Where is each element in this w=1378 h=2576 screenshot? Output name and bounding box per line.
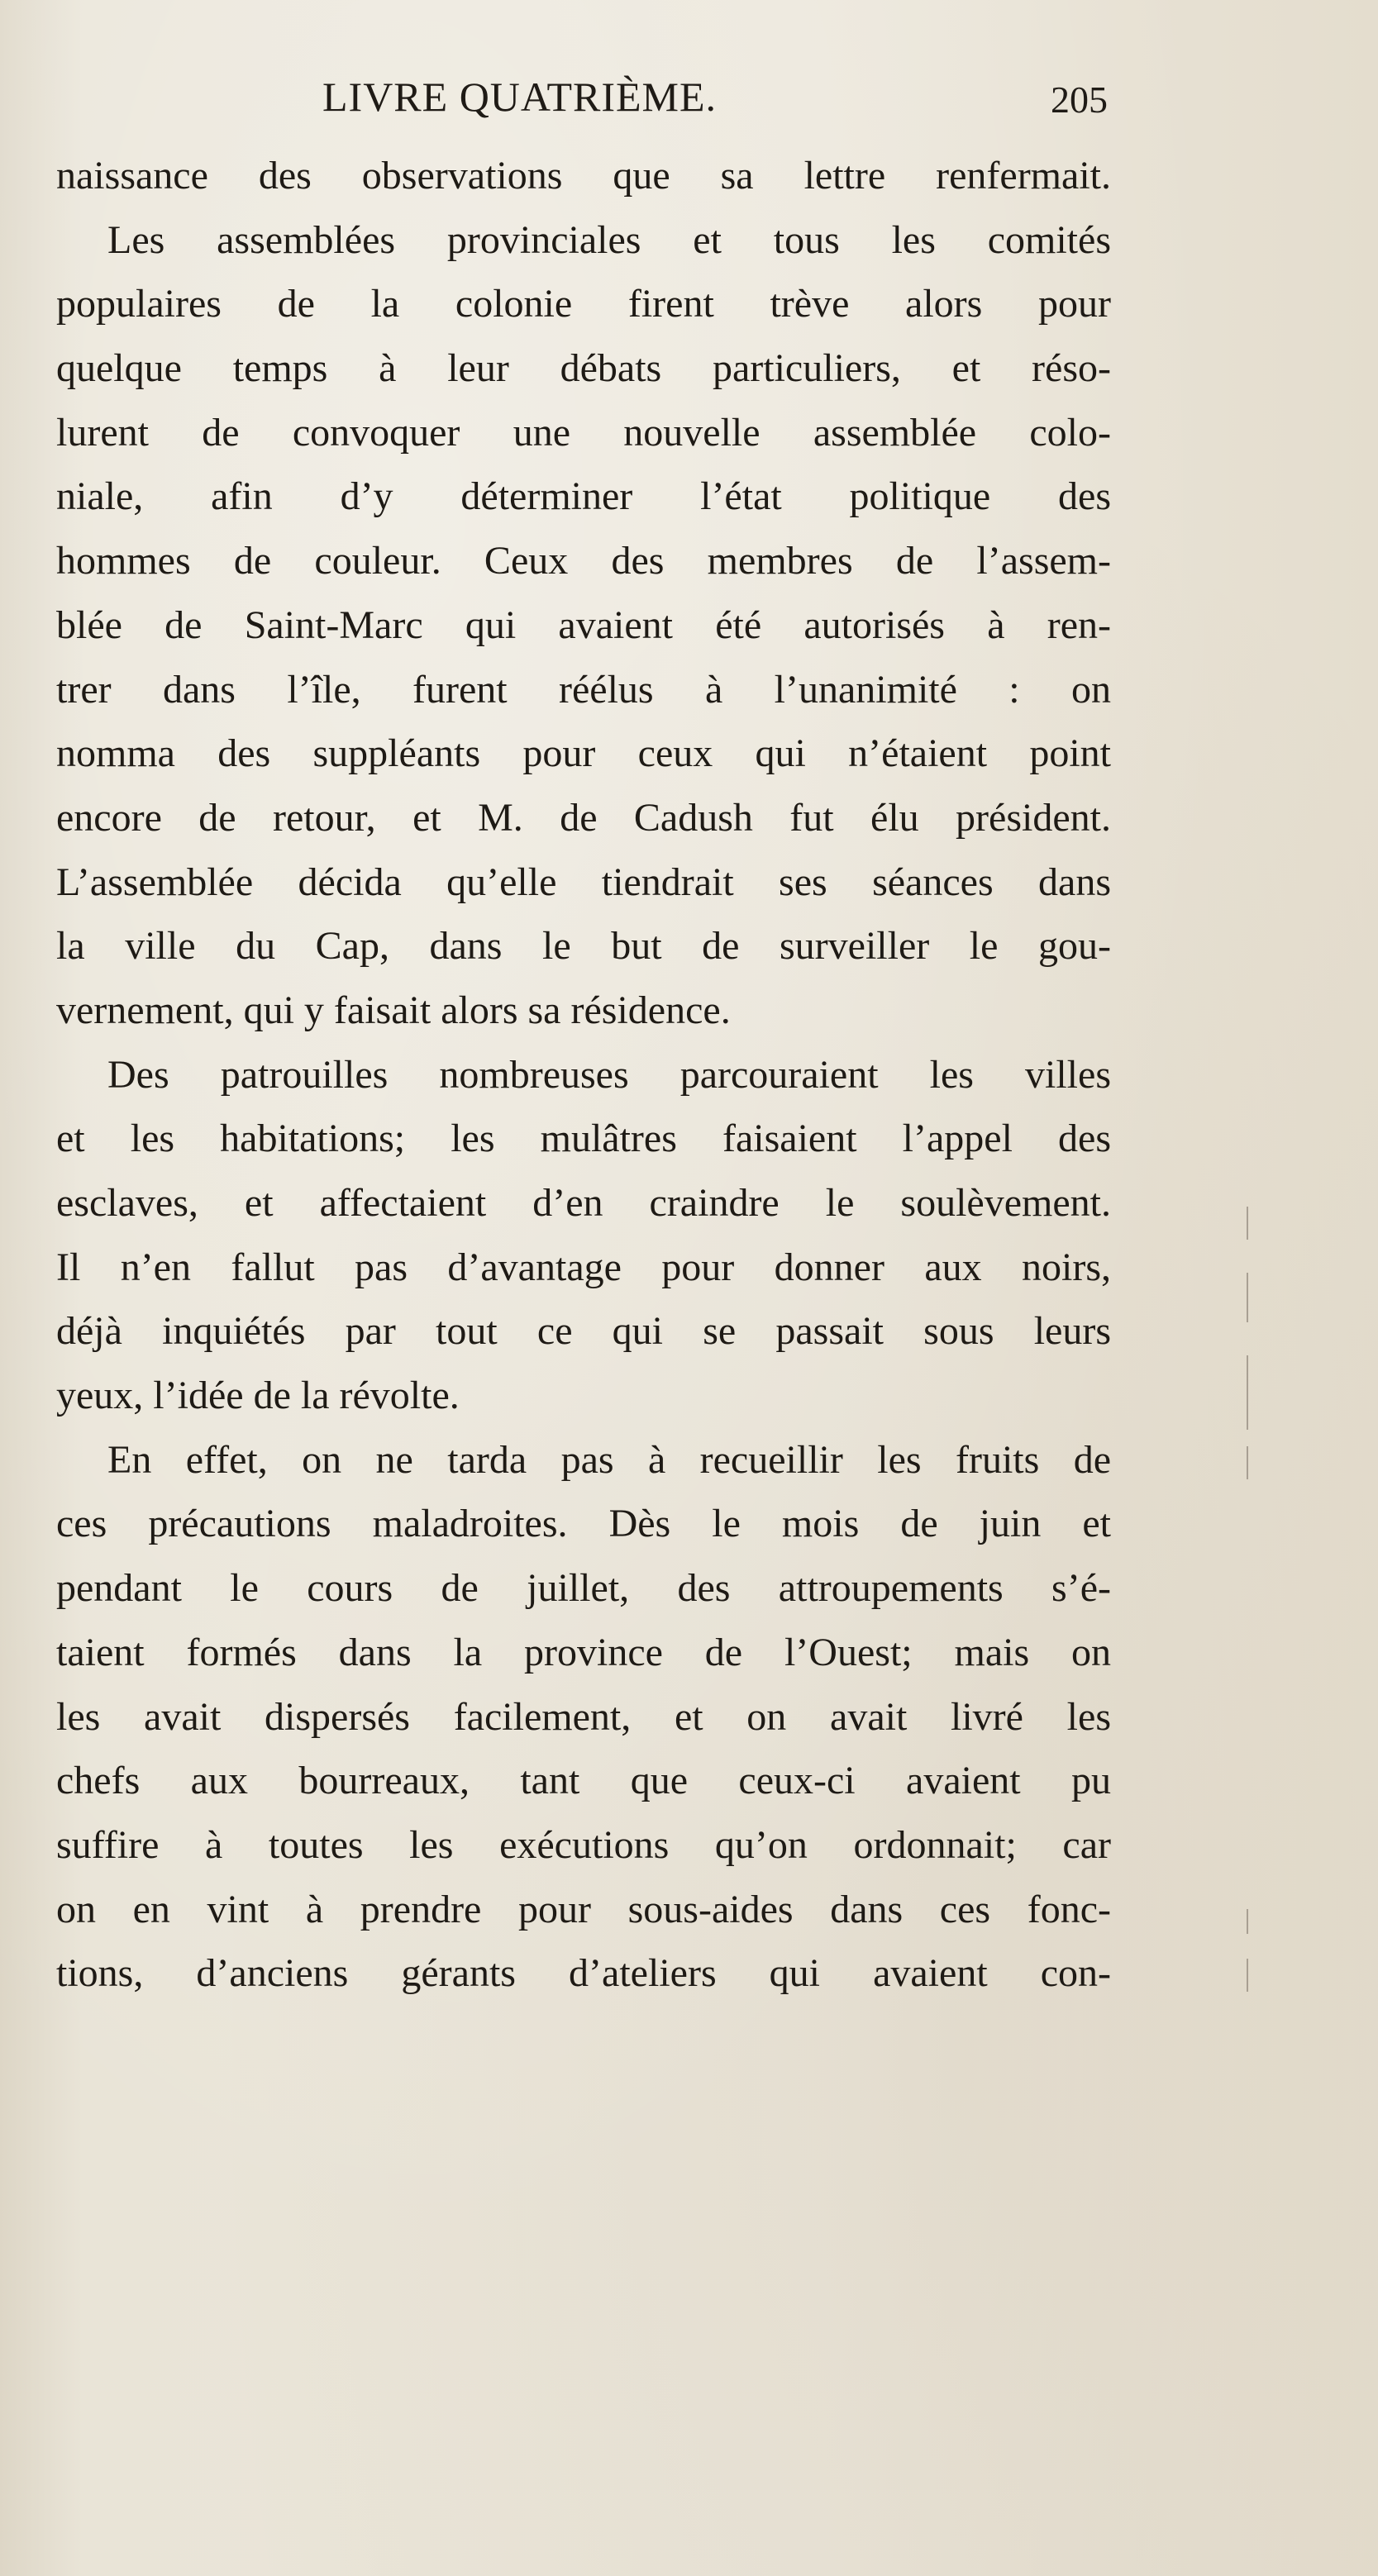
text-line: vernement, qui y faisait alors sa résidence. — [56, 988, 731, 1032]
text-line: yeux, l’idée de la révolte. — [56, 1374, 460, 1418]
margin-mark — [1247, 1207, 1248, 1240]
text-line: suffire à toutes les exécutions qu’on ordonnait; car — [56, 1822, 1111, 1867]
text-line: taient formés dans la province de l’Ouest; mais on — [56, 1630, 1111, 1674]
margin-mark — [1247, 1959, 1248, 1992]
text-line: naissance des observations que sa lettre renfermait. — [56, 154, 1111, 198]
text-line: L’assemblée décida qu’elle tiendrait ses séances dans — [56, 859, 1111, 904]
text-line: on en vint à prendre pour sous-aides dans ces fonc- — [56, 1887, 1111, 1931]
text-line: Il n’en fallut pas d’avantage pour donner aux noirs, — [56, 1245, 1111, 1289]
text-line: esclaves, et affectaient d’en craindre le soulèvement. — [56, 1181, 1111, 1225]
margin-marks — [1240, 1198, 1265, 2025]
text-line: déjà inquiétés par tout ce qui se passait sous leurs — [56, 1309, 1111, 1354]
page-header — [58, 64, 1108, 131]
text-line: trer dans l’île, furent réélus à l’unanimité : on — [56, 667, 1111, 712]
text-line: lurent de convoquer une nouvelle assemblée colo- — [56, 410, 1111, 455]
text-line: nomma des suppléants pour ceux qui n’étaient point — [56, 731, 1111, 776]
text-line: blée de Saint-Marc qui avaient été autorisés à ren- — [56, 602, 1111, 647]
text-line: tions, d’anciens gérants d’ateliers qui avaient con- — [56, 1951, 1111, 1996]
text-line: hommes de couleur. Ceux des membres de l’assem- — [56, 539, 1111, 583]
text-line: ces précautions maladroites. Dès le mois de juin et — [56, 1502, 1111, 1546]
text-line: pendant le cours de juillet, des attroupements s’é- — [56, 1566, 1111, 1611]
margin-mark — [1247, 1909, 1248, 1934]
text-line: populaires de la colonie firent trève alors pour — [56, 282, 1111, 326]
margin-mark — [1247, 1446, 1248, 1479]
text-line: En effet, on ne tarda pas à recueillir les fruits de — [107, 1437, 1111, 1482]
text-line: les avait dispersés facilement, et on avait livré les — [56, 1694, 1111, 1739]
text-line: Des patrouilles nombreuses parcouraient les villes — [107, 1052, 1111, 1097]
body-text — [56, 144, 1111, 2006]
text-line: encore de retour, et M. de Cadush fut élu président. — [56, 795, 1111, 840]
text-line: chefs aux bourreaux, tant que ceux-ci avaient pu — [56, 1759, 1111, 1803]
running-title: LIVRE QUATRIÈME. — [322, 74, 718, 120]
text-line: quelque temps à leur débats particuliers, et réso- — [56, 346, 1111, 391]
text-line: et les habitations; les mulâtres faisaient l’appel des — [56, 1117, 1111, 1161]
text-line: la ville du Cap, dans le but de surveiller le gou- — [56, 924, 1111, 969]
text-line: Les assemblées provinciales et tous les comités — [107, 217, 1111, 262]
margin-mark — [1247, 1273, 1248, 1322]
margin-mark — [1247, 1355, 1248, 1430]
text-line: niale, afin d’y déterminer l’état politique des — [56, 474, 1111, 519]
page-number: 205 — [1051, 79, 1108, 121]
